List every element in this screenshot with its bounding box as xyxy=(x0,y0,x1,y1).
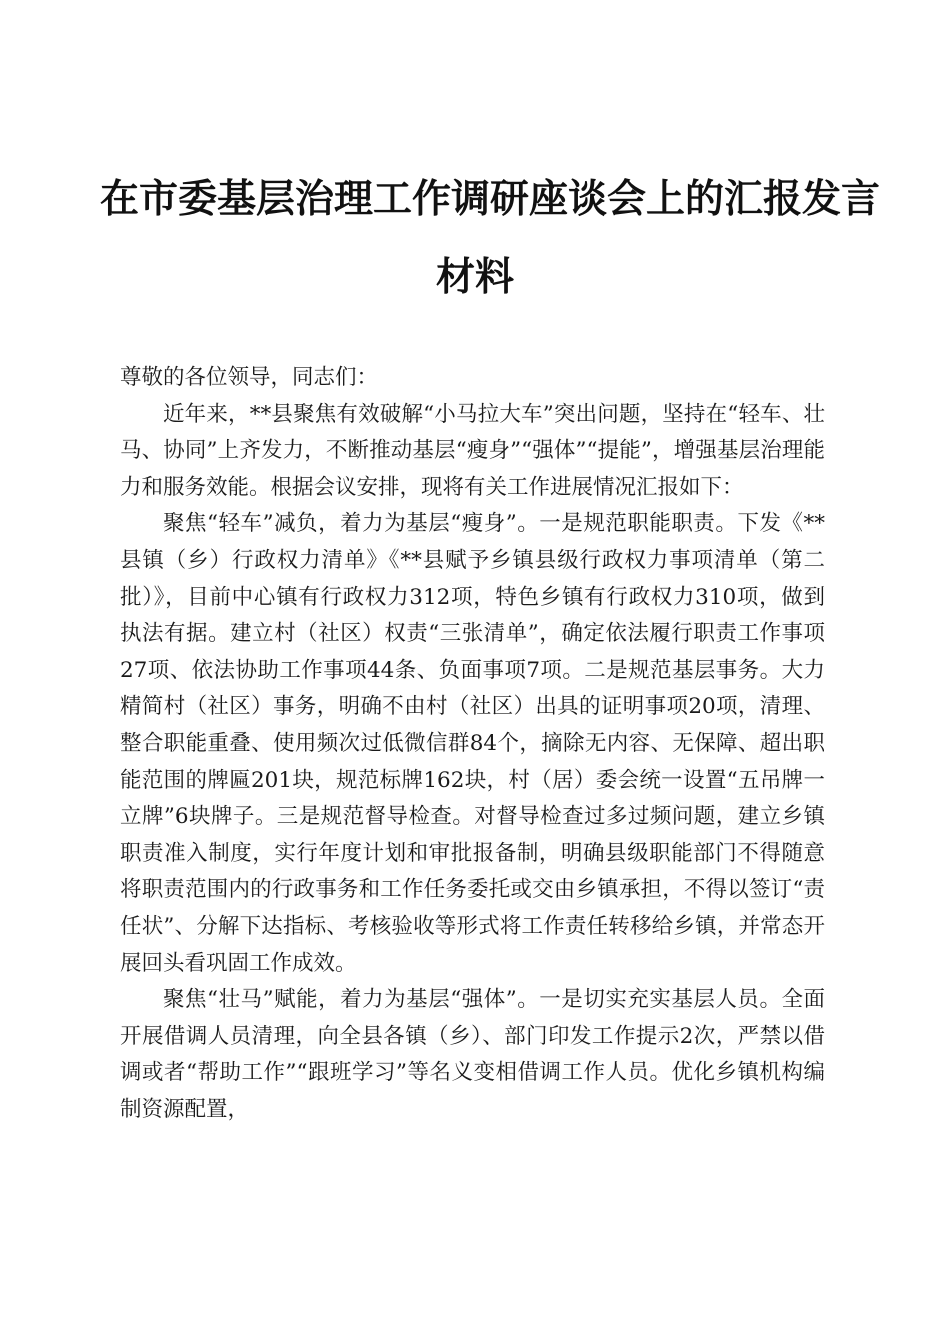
salutation: 尊敬的各位领导，同志们： xyxy=(120,365,379,390)
document-title xyxy=(100,160,881,316)
document-body xyxy=(120,360,825,1128)
title-line-2: 材料 xyxy=(435,254,514,300)
paragraph-intro: 近年来，**县聚焦有效破解“小马拉大车”突出问题，坚持在“轻车、壮马、协同”上齐发力，不断推动基层“瘦身”“强体”“提能”，增强基层治理能力和服务效能。根据会议安排，现将有关工作进展情况汇报如下： xyxy=(120,401,825,500)
paragraph-strong-horse: 聚焦“壮马”赋能，着力为基层“强体”。一是切实充实基层人员。全面开展借调人员清理，向全县各镇（乡）、部门印发工作提示2次，严禁以借调或者“帮助工作”“跟班学习”等名义变相借调工作人员。优化乡镇机构编制资源配置， xyxy=(120,987,825,1122)
paragraph-light-vehicle: 聚焦“轻车”减负，着力为基层“瘦身”。一是规范职能职责。下发《**县镇（乡）行政权力清单》《**县赋予乡镇县级行政权力事项清单（第二批）》，目前中心镇有行政权力312项，特色乡镇有行政权力310项，做到执法有据。建立村（社区）权责“三张清单”，确定依法履行职责工作事项27项、依法协助工作事项44条、负面事项7项。二是规范基层事务。大力精简村（社区）事务，明确不由村（社区）出具的证明事项20项，清理、整合职能重叠、使用频次过低微信群84个，摘除无内容、无保障、超出职能范围的牌匾201块，规范标牌162块，村（居）委会统一设置“五吊牌一立牌”6块牌子。三是规范督导检查。对督导检查过多过频问题，建立乡镇职责准入制度，实行年度计划和审批报备制，明确县级职能部门不得随意将职责范围内的行政事务和工作任务委托或交由乡镇承担，不得以签订“责任状”、分解下达指标、考核验收等形式将工作责任转移给乡镇，并常态开展回头看巩固工作成效。 xyxy=(120,511,825,976)
title-line-1: 在市委基层治理工作调研座谈会上的汇报发言 xyxy=(100,176,881,222)
